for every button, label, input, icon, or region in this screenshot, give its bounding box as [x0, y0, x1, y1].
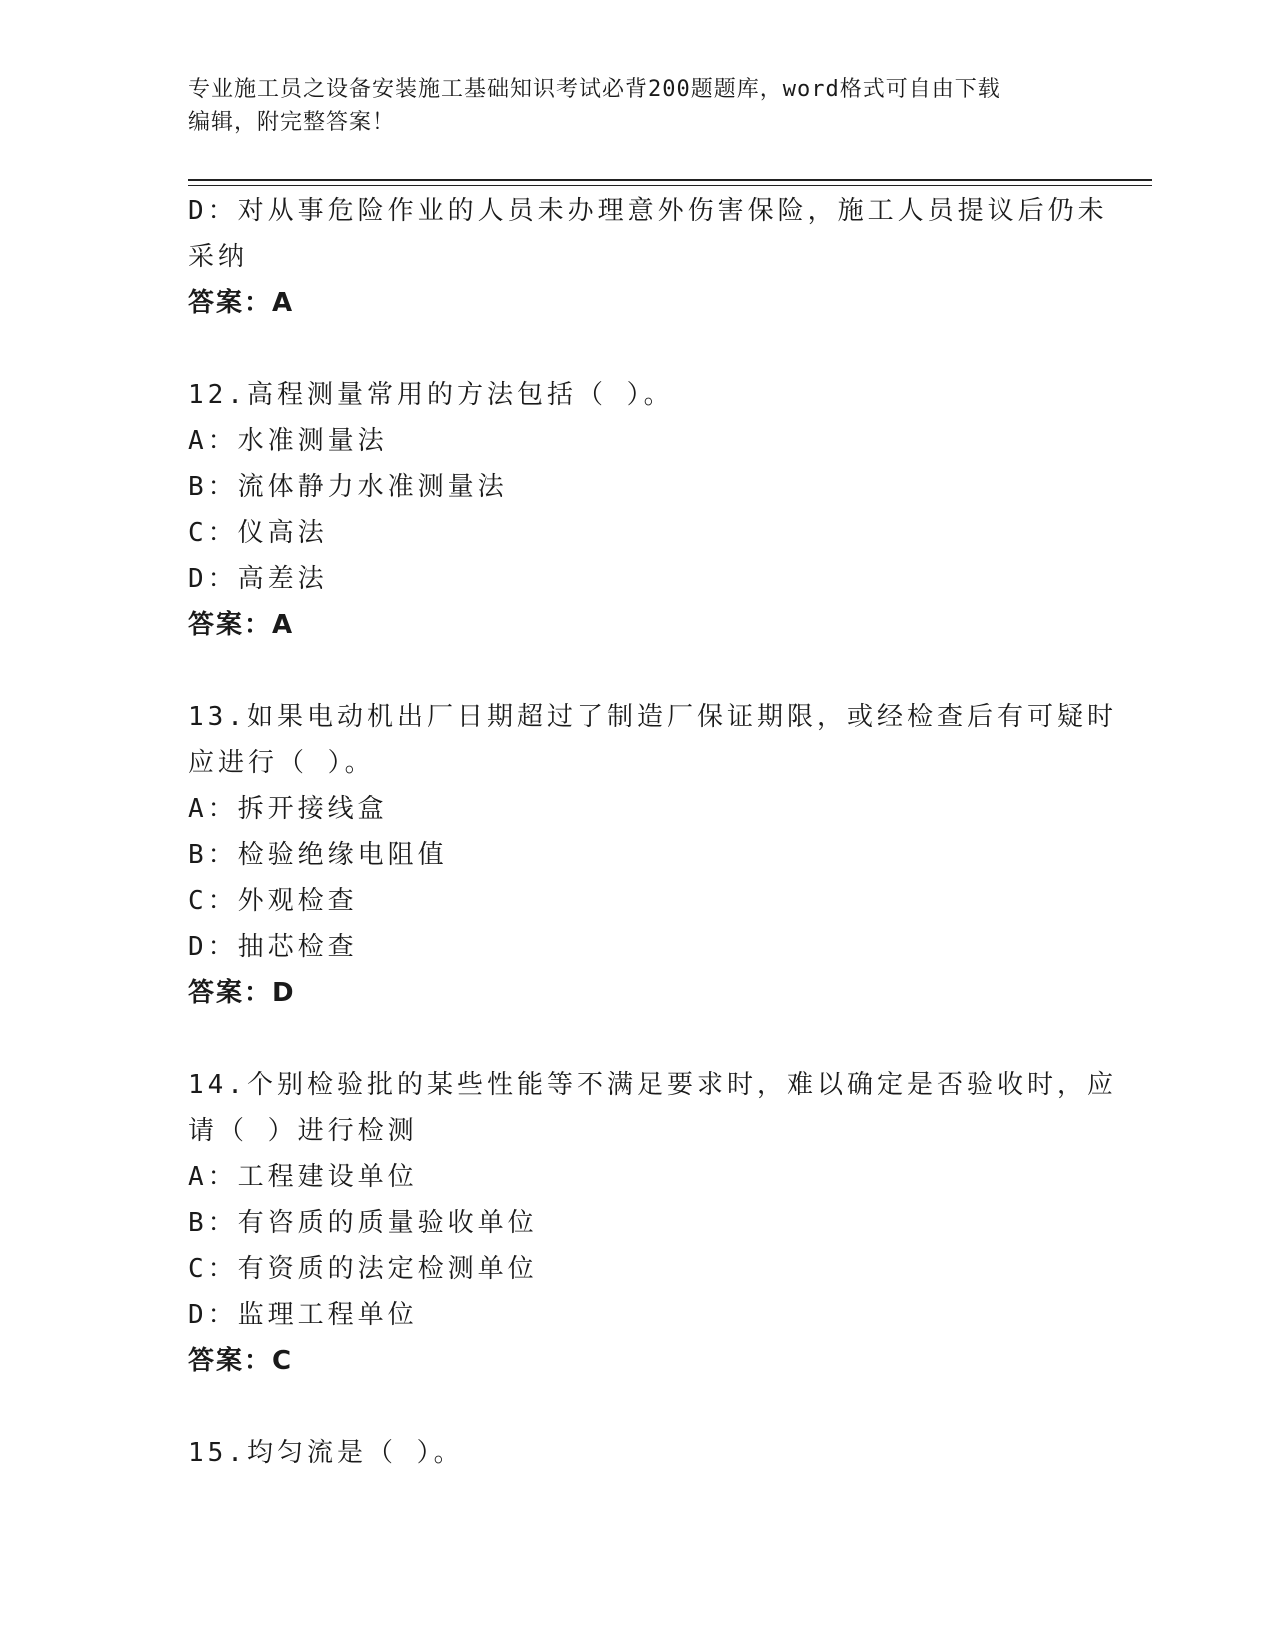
option-d: D：对从事危险作业的人员未办理意外伤害保险，施工人员提议后仍未	[188, 196, 1108, 226]
answer: 答案：A	[188, 610, 295, 640]
option-b: B：检验绝缘电阻值	[188, 840, 448, 870]
question-13	[188, 694, 1117, 1016]
question-12	[188, 372, 1088, 648]
question-stem: 13.如果电动机出厂日期超过了制造厂保证期限，或经检查后有可疑时	[188, 702, 1117, 732]
option-d: D：高差法	[188, 564, 328, 594]
question-content	[188, 188, 1117, 1476]
question-14	[188, 1062, 1117, 1384]
option-c: C：有资质的法定检测单位	[188, 1254, 538, 1284]
document-header	[188, 73, 1088, 139]
option-d: D：监理工程单位	[188, 1300, 418, 1330]
option-c: C：外观检查	[188, 886, 358, 916]
question-stem: 15.均匀流是（ ）。	[188, 1438, 464, 1468]
header-line-1: 专业施工员之设备安装施工基础知识考试必背200题题库，word格式可自由下载	[188, 77, 1001, 102]
question-stem: 12.高程测量常用的方法包括（ ）。	[188, 380, 674, 410]
answer: 答案：D	[188, 978, 296, 1008]
question-stem: 14.个别检验批的某些性能等不满足要求时，难以确定是否验收时，应	[188, 1070, 1117, 1100]
header-divider-thick	[188, 179, 1152, 181]
option-a: A：工程建设单位	[188, 1162, 418, 1192]
question-15	[188, 1430, 1088, 1476]
header-divider-thin	[188, 185, 1152, 186]
option-c: C：仪高法	[188, 518, 328, 548]
header-line-2: 编辑，附完整答案！	[188, 110, 396, 135]
answer: 答案：A	[188, 288, 295, 318]
option-b: B：有咨质的质量验收单位	[188, 1208, 538, 1238]
option-d-continued: 采纳	[188, 242, 249, 272]
question-stem-continued: 请（ ）进行检测	[188, 1116, 418, 1146]
prev-question-block	[188, 188, 1108, 326]
question-stem-continued: 应进行（ ）。	[188, 748, 375, 778]
option-a: A：拆开接线盒	[188, 794, 388, 824]
option-b: B：流体静力水准测量法	[188, 472, 508, 502]
option-d: D：抽芯检查	[188, 932, 358, 962]
option-a: A：水准测量法	[188, 426, 388, 456]
answer: 答案：C	[188, 1346, 294, 1376]
